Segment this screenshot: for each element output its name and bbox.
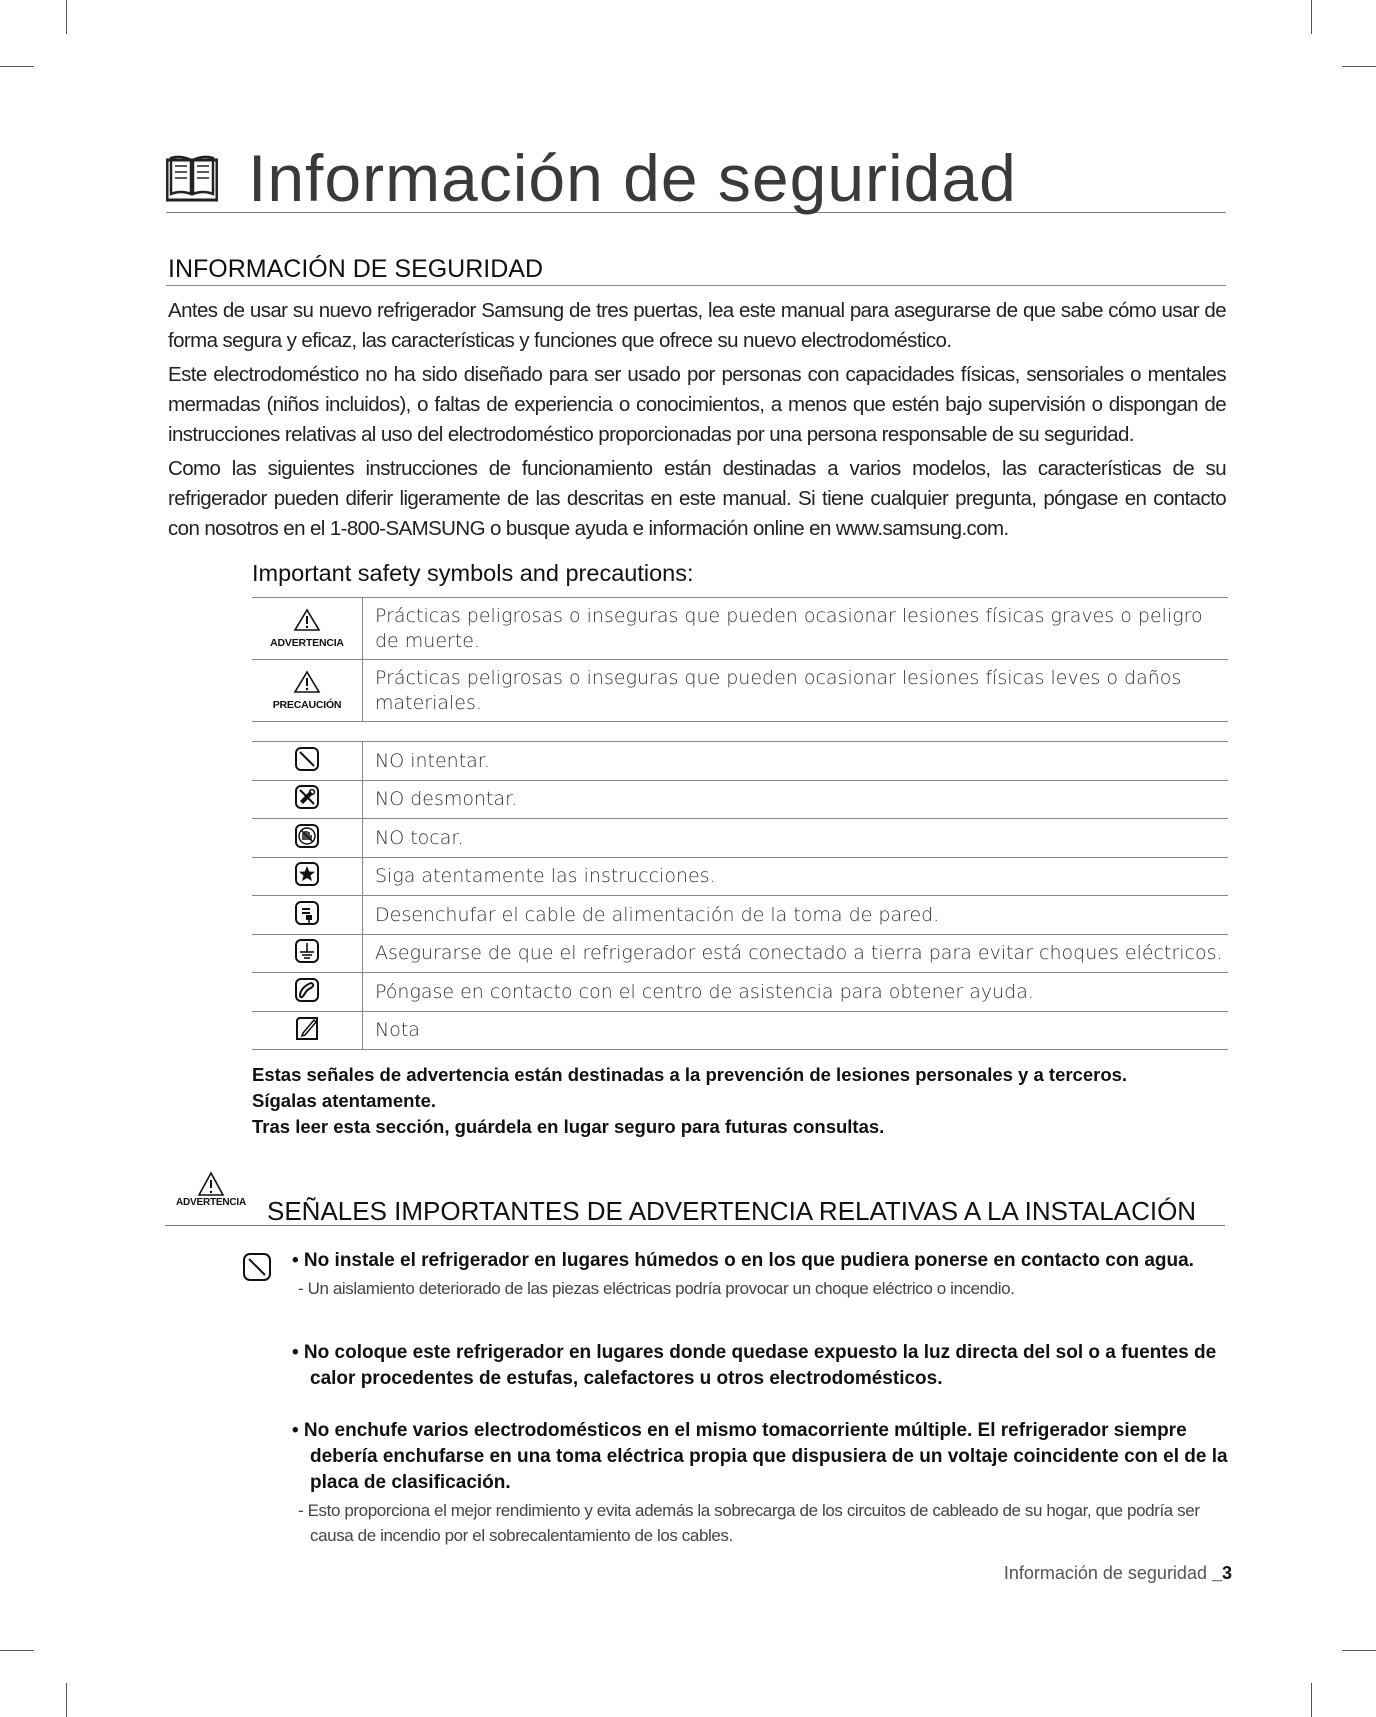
intro-text xyxy=(168,296,1226,548)
crop-mark xyxy=(0,66,34,67)
footer-text: Información de seguridad xyxy=(1003,1563,1212,1583)
table-row xyxy=(252,819,1228,858)
intro-paragraph: Como las siguientes instrucciones de funcionamiento están destinadas a varios modelos, las características de su refrigerador pueden diferir ligeramente de las descritas en este manual. Si tiene cualquier pregunta, póngase en contacto con nosotros en el 1-800-SAMSUNG o busque ayuda e información online en www.samsung.com. xyxy=(168,457,1226,540)
safety-notes xyxy=(252,1062,1232,1140)
caution-label: PRECAUCIÓN xyxy=(272,699,342,711)
note-icon xyxy=(294,1015,320,1041)
bullet-sub: - Esto proporciona el mejor rendimiento y evita además la sobrecarga de los circuitos de cableado de su hogar, que podría ser causa de incendio por el sobrecalentamiento de los cables. xyxy=(298,1501,1200,1545)
no-touch-icon xyxy=(294,823,320,849)
warning-label: ADVERTENCIA xyxy=(175,1197,247,1208)
symbols-table xyxy=(252,741,1228,1050)
table-row xyxy=(252,1011,1228,1050)
warning-triangle-icon xyxy=(293,670,321,694)
table-row xyxy=(252,896,1228,935)
symbol-text: NO desmontar. xyxy=(363,780,1229,819)
list-item xyxy=(292,1340,1232,1392)
intro-paragraph: Este electrodoméstico no ha sido diseñado para ser usado por personas con capacidades físicas, sensoriales o mentales mermadas (niños incluidos), o faltas de experiencia o conocimientos, a menos que estén bajo supervisión o dispongan de instrucciones relativas al uso del electrodoméstico proporcionadas por una persona responsable de su seguridad. xyxy=(168,363,1226,446)
phone-icon xyxy=(294,977,320,1003)
table-row xyxy=(252,934,1228,973)
page-footer xyxy=(1004,1563,1232,1584)
warning-cell xyxy=(252,598,363,660)
no-disassemble-icon xyxy=(294,784,320,810)
unplug-icon xyxy=(294,900,320,926)
note-line: Tras leer esta sección, guárdela en lugar seguro para futuras consultas. xyxy=(252,1116,885,1137)
symbols-heading: Important safety symbols and precautions: xyxy=(252,560,694,586)
caution-cell xyxy=(252,660,363,722)
list-item xyxy=(292,1418,1232,1548)
bullet-main: • No enchufe varios electrodomésticos en el mismo tomacorriente múltiple. El refrigerador siempre debería enchufarse en una toma eléctrica propia que dispusiera de un voltaje coincidente con el de la placa de clasificación. xyxy=(292,1420,1228,1493)
installation-heading-row xyxy=(165,1167,1225,1226)
crop-mark xyxy=(1342,1650,1376,1651)
warning-triangle-icon xyxy=(197,1171,225,1197)
symbol-text: Siga atentamente las instrucciones. xyxy=(363,857,1229,896)
table-row xyxy=(252,598,1228,660)
warning-label: ADVERTENCIA xyxy=(270,637,344,649)
crop-mark xyxy=(1342,66,1376,67)
table-row xyxy=(252,780,1228,819)
bullet-sub: - Un aislamiento deteriorado de las piezas eléctricas podría provocar un choque eléctrico o incendio. xyxy=(298,1279,1015,1298)
table-row xyxy=(252,660,1228,722)
bullet-main: • No coloque este refrigerador en lugares donde quedase expuesto la luz directa del sol o a fuentes de calor procedentes de estufas, calefactores u otros electrodomésticos. xyxy=(292,1342,1217,1389)
crop-mark xyxy=(1311,1683,1312,1717)
page-title: Información de seguridad xyxy=(248,141,1017,215)
warning-table xyxy=(252,597,1228,722)
intro-paragraph: Antes de usar su nuevo refrigerador Samsung de tres puertas, lea este manual para asegurarse de que sabe cómo usar de forma segura y eficaz, las características y funciones que ofrece su nuevo electrodoméstico. xyxy=(168,299,1226,352)
table-row xyxy=(252,857,1228,896)
page-number: _3 xyxy=(1211,1563,1232,1583)
symbol-text: Nota xyxy=(363,1011,1229,1050)
no-attempt-icon xyxy=(294,746,320,772)
section-heading: INFORMACIÓN DE SEGURIDAD xyxy=(168,255,544,283)
caution-text: Prácticas peligrosas o inseguras que pueden ocasionar lesiones físicas leves o daños materiales. xyxy=(363,660,1229,722)
crop-mark xyxy=(66,1683,67,1717)
symbol-text: NO intentar. xyxy=(363,742,1229,781)
follow-instructions-icon xyxy=(294,861,320,887)
table-row xyxy=(252,973,1228,1012)
crop-mark xyxy=(1311,0,1312,34)
note-line: Estas señales de advertencia están destinadas a la prevención de lesiones personales y a terceros. xyxy=(252,1064,1128,1085)
installation-warning-badge xyxy=(165,1167,257,1223)
note-line: Sígalas atentamente. xyxy=(252,1090,437,1111)
ground-icon xyxy=(294,938,320,964)
symbol-text: NO tocar. xyxy=(363,819,1229,858)
installation-heading: SEÑALES IMPORTANTES DE ADVERTENCIA RELATIVAS A LA INSTALACIÓN xyxy=(267,1196,1197,1226)
list-item xyxy=(292,1248,1232,1301)
table-row xyxy=(252,742,1228,781)
divider xyxy=(166,285,1226,286)
bullet-main: • No instale el refrigerador en lugares húmedos o en los que pudiera ponerse en contacto con agua. xyxy=(292,1250,1194,1271)
book-icon xyxy=(166,154,218,202)
warning-text: Prácticas peligrosas o inseguras que pueden ocasionar lesiones físicas graves o peligro de muerte. xyxy=(363,598,1229,660)
crop-mark xyxy=(66,0,67,34)
symbol-text: Desenchufar el cable de alimentación de la toma de pared. xyxy=(363,896,1229,935)
crop-mark xyxy=(0,1650,34,1651)
warning-triangle-icon xyxy=(293,608,321,632)
symbol-text: Póngase en contacto con el centro de asistencia para obtener ayuda. xyxy=(363,973,1229,1012)
page-title-row xyxy=(166,141,1226,215)
no-attempt-icon xyxy=(242,1252,272,1282)
symbol-text: Asegurarse de que el refrigerador está conectado a tierra para evitar choques eléctricos. xyxy=(363,934,1229,973)
